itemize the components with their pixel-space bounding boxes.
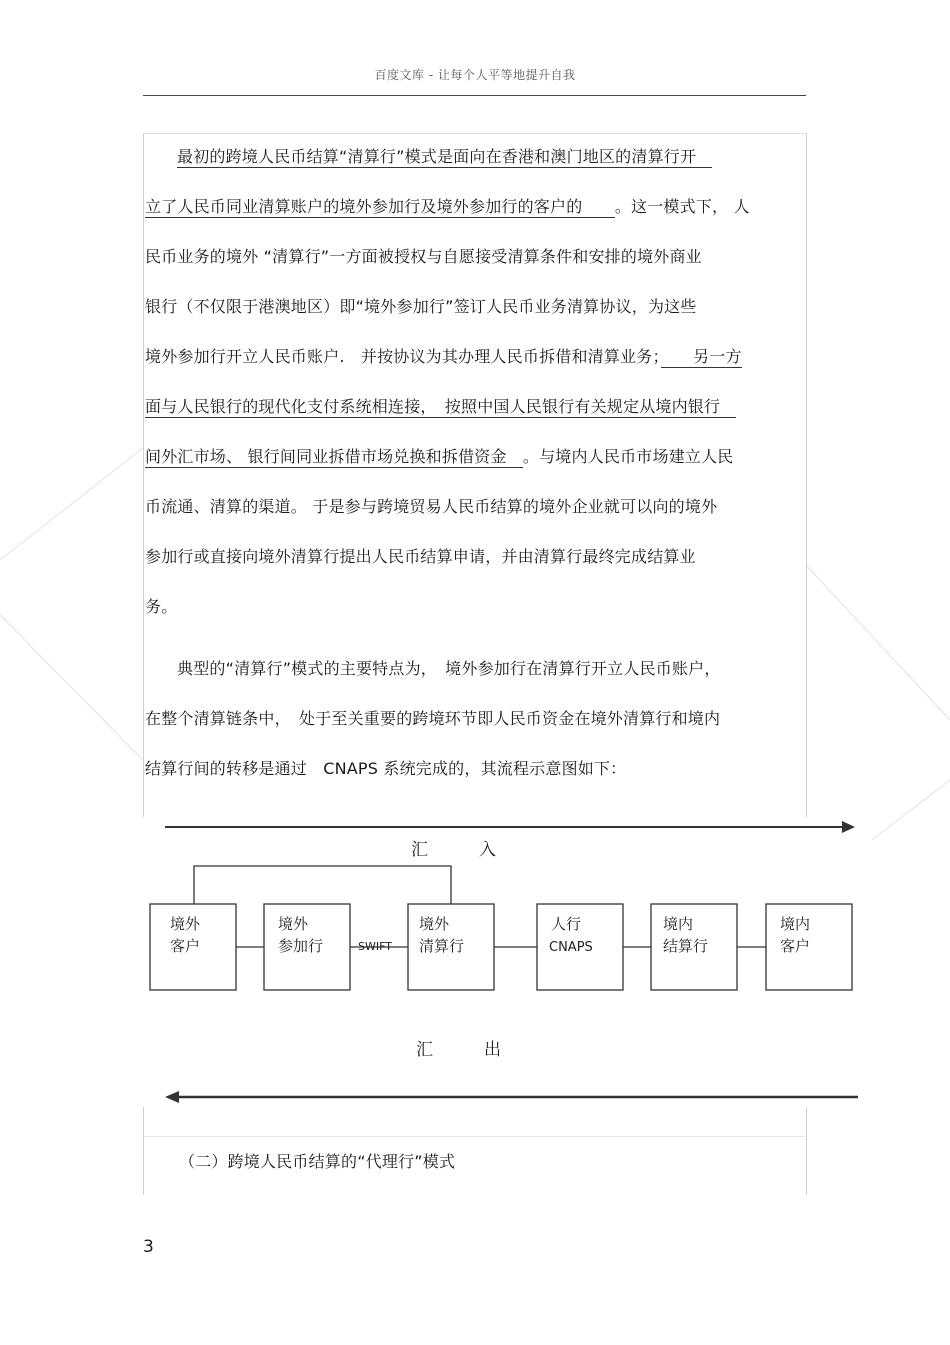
clearing-flow-diagram <box>143 817 872 1107</box>
p1-line-6-text: 面与人民银行的现代化支付系统相连接， 按照中国人民银行有关规定从境内银行 <box>145 397 721 416</box>
text-frame-top <box>143 133 807 134</box>
p1-line-5 <box>145 346 805 368</box>
box-4-line-2: CNAPS <box>549 940 593 955</box>
p1-line-7 <box>145 446 805 468</box>
p1-line-4: 银行（不仅限于港澳地区）即“境外参加行”签订人民币业务清算协议，为这些 <box>145 297 697 316</box>
p1-line-10: 务。 <box>145 597 178 616</box>
p1-line-6 <box>145 396 805 418</box>
p2-line-2: 在整个清算链条中， 处于至关重要的跨境环节即人民币资金在境外清算行和境内 <box>145 709 721 728</box>
page-number: 3 <box>143 1237 154 1257</box>
p1-line-1-text: 最初的跨境人民币结算“清算行”模式是面向在香港和澳门地区的清算行开 <box>177 147 697 166</box>
outbound-label: 汇 出 <box>416 1040 501 1060</box>
diagram-separator <box>143 1136 807 1137</box>
p1-line-2-text: 立了人民币同业清算账户的境外参加行及境外参加行的客户的 <box>145 197 583 216</box>
box-3-line-2: 清算行 <box>419 937 465 955</box>
p2-line-1: 典型的“清算行”模式的主要特点为， 境外参加行在清算行开立人民币账户， <box>177 659 721 678</box>
p1-line-5-tail: 另一方 <box>693 347 742 366</box>
p1-line-8: 币流通、清算的渠道。 于是参与跨境贸易人民币结算的境外企业就可以向的境外 <box>145 497 718 516</box>
p1-line-3: 民币业务的境外 “清算行”一方面被授权与自愿接受清算条件和安排的境外商业 <box>145 247 702 266</box>
box-5-line-2: 结算行 <box>663 937 709 955</box>
box-2-line-2: 参加行 <box>278 937 324 955</box>
p1-line-2 <box>145 196 805 218</box>
p1-line-5-text: 境外参加行开立人民币账户. 并按协议为其办理人民币拆借和清算业务； <box>145 347 661 366</box>
p1-line-7-text: 间外汇市场、 银行间同业拆借市场兑换和拆借资金 <box>145 447 507 466</box>
box-1-line-2: 客户 <box>170 937 201 955</box>
p1-line-9: 参加行或直接向境外清算行提出人民币结算申请，并由清算行最终完成结算业 <box>145 547 696 566</box>
box-3-line-1: 境外 <box>419 915 450 933</box>
p2-line-3: 结算行间的转移是通过 CNAPS 系统完成的，其流程示意图如下： <box>145 759 627 778</box>
section-heading: （二）跨境人民币结算的“代理行”模式 <box>179 1152 456 1171</box>
header-rule <box>143 95 806 96</box>
box-4-line-1: 人行 <box>551 915 582 933</box>
box-6-line-1: 境内 <box>780 915 811 933</box>
p1-line-1 <box>145 146 837 168</box>
box-1-line-1: 境外 <box>170 915 201 933</box>
p1-line-2-tail: 。这一模式下， 人 <box>614 197 750 216</box>
inbound-label: 汇 入 <box>411 840 496 860</box>
box-6-line-2: 客户 <box>780 937 811 955</box>
swift-label: SWIFT <box>358 940 392 953</box>
page-header: 百度文库 - 让每个人平等地提升自我 <box>374 68 576 82</box>
box-2-line-1: 境外 <box>278 915 309 933</box>
box-5-line-1: 境内 <box>663 915 694 933</box>
p1-line-7-tail: 。与境内人民币市场建立人民 <box>522 447 734 466</box>
